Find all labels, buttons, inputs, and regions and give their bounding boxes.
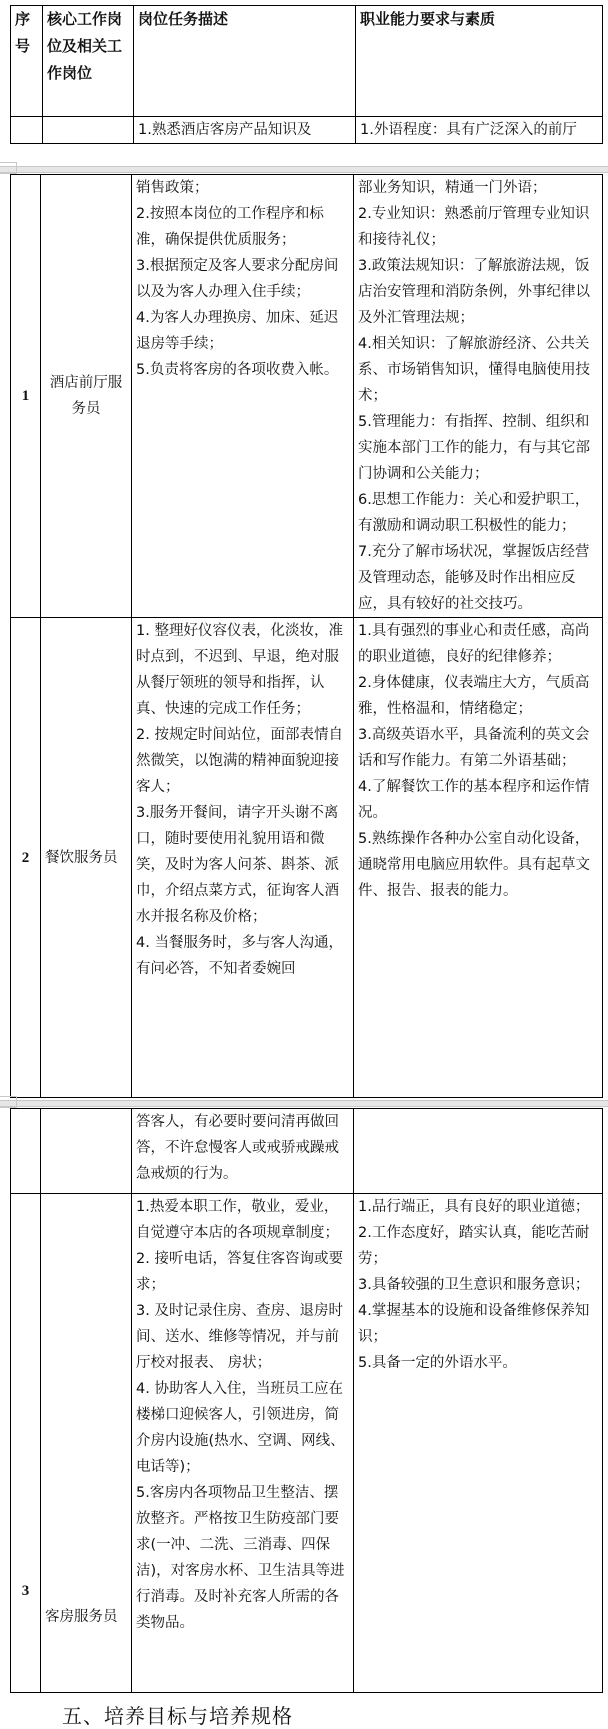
- row-tasks: 销售政策； 2.按照本岗位的工作程序和标准，确保提供优质服务； 3.根据预定及客人要求分配房间以及为客人办理入住手续； 4.为客人办理换房、加床、延迟退房等手续； 5.负责将客房的各项收费入帐。: [132, 175, 354, 618]
- page-break-marker: [0, 162, 17, 174]
- job-table-body: [10, 174, 603, 1098]
- header-seq: 序号: [11, 6, 43, 117]
- page-break: [0, 166, 608, 173]
- row-tasks: 1.热爱本职工作，敬业，爱业，自觉遵守本店的各项规章制度； 2. 接听电话，答复住客咨询或要求； 3. 及时记录住房、查房、退房时间、送水、维修等情况，并与前厅校对报表、 房状； 4. 协助客人入住，当班员工应在楼梯口迎候客人，引领进房，简介房内设施(热水、空调、网线、电话等)； 5.客房内各项物品卫生整洁、摆放整齐。严格按卫生防疫部门要求(一冲、二洗、三消毒、四保洁)，对客房水杯、卫生洁具等进行消毒。及时补充客人所需的各类物品。: [132, 1194, 354, 1693]
- table-row-1: [11, 175, 603, 618]
- row-seq: 3: [11, 1194, 41, 1693]
- page-break: [0, 1100, 608, 1107]
- table-page-3: [10, 1108, 603, 1693]
- header-tasks: 岗位任务描述: [134, 6, 356, 117]
- row-tasks: 答客人，有必要时要问清再做回答，不许怠慢客人或戒骄戒躁戒急戒烦的行为。: [132, 1109, 354, 1194]
- row-abilities: 部业务知识，精通一门外语； 2.专业知识：熟悉前厅管理专业知识和接待礼仪； 3.政策法规知识：了解旅游法规，饭店治安管理和消防条例，外事纪律以及外汇管理法规； 4.相关知识：了解旅游经济、公共关系、市场销售知识，懂得电脑使用技术； 5.管理能力：有指挥、控制、组织和实施本部门工作的能力，有与其它部门协调和公关能力； 6.思想工作能力：关心和爱护职工，有激励和调动职工积极性的能力； 7.充分了解市场状况，掌握饭店经营及管理动态，能够及时作出相应反应，具有较好的社交技巧。: [354, 175, 603, 618]
- row-tasks: 1. 整理好仪容仪表，化淡妆，准时点到，不迟到、早退，绝对服从餐厅领班的领导和指挥，认真、快速的完成工作任务； 2. 按规定时间站位，面部表情自然微笑，以饱满的精神面貌迎接客人； 3.服务开餐间，请字开头谢不离口，随时要使用礼貌用语和微笑，及时为客人问茶、斟茶、派巾，介绍点菜方式，征询客人酒水并报名称及价格； 4. 当餐服务时，多与客人沟通，有问必答，不知者委婉回: [132, 618, 354, 1098]
- row-abilities: 1.具有强烈的事业心和责任感，高尚的职业道德，良好的纪律修养； 2.身体健康，仪表端庄大方，气质高雅，性格温和，情绪稳定； 3.高级英语水平，具备流利的英文会话和写作能力。有第二外语基础； 4.了解餐饮工作的基本程序和运作情况。 5.熟练操作各种办公室自动化设备，通晓常用电脑应用软件。具有起草文件、报告、报表的能力。: [354, 618, 603, 1098]
- table-page-1: [10, 5, 603, 144]
- header-position: 核心工作岗位及相关工作岗位: [43, 6, 134, 117]
- job-table-body-2: [10, 1108, 603, 1693]
- job-table-header: [10, 5, 603, 144]
- table-row-2: [11, 618, 603, 1098]
- table-header-row: [11, 6, 603, 117]
- row-position: 餐饮服务员: [41, 618, 132, 1098]
- page-break-marker: [0, 1096, 17, 1108]
- row-seq: 2: [11, 618, 41, 1098]
- header-abilities: 职业能力要求与素质: [356, 6, 603, 117]
- row-seq: 1: [11, 175, 41, 618]
- section-heading: 五、培养目标与培养规格: [62, 1704, 293, 1728]
- row-abilities: 1.品行端正，具有良好的职业道德； 2.工作态度好，踏实认真，能吃苦耐劳； 3.具备较强的卫生意识和服务意识； 4.掌握基本的设施和设备维修保养知识； 5.具备一定的外语水平。: [354, 1194, 603, 1693]
- row1-tasks-start: 1.熟悉酒店客房产品知识及: [134, 117, 356, 144]
- table-row-3: [11, 1194, 603, 1693]
- table-row: [11, 117, 603, 144]
- row-position: 客房服务员: [41, 1194, 132, 1693]
- row-position: 酒店前厅服务员: [41, 175, 132, 618]
- table-page-2: [10, 174, 603, 1098]
- row-abilities: [354, 1109, 603, 1194]
- table-row-2-cont: [11, 1109, 603, 1194]
- row1-abilities-start: 1.外语程度：具有广泛深入的前厅: [356, 117, 603, 144]
